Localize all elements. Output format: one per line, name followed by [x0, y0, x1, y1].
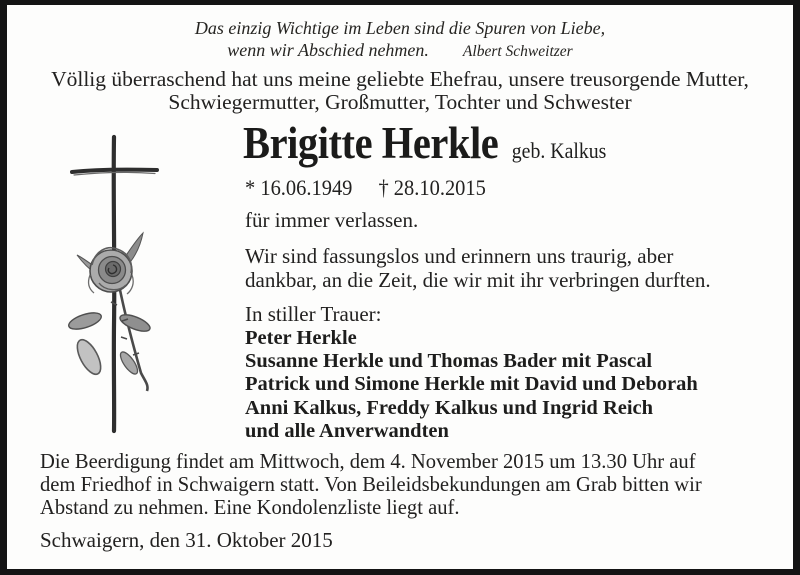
mourning-label: In stiller Trauer: — [245, 302, 382, 326]
deceased-name-row — [243, 117, 606, 169]
mourning-paragraph-line1: Wir sind fassungslos und erinnern uns traurig, aber — [245, 244, 674, 268]
cross-rose-icon — [59, 125, 179, 445]
mourners-list — [245, 327, 698, 443]
mourner-line: Patrick und Simone Herkle mit David und Deborah — [245, 373, 698, 396]
maiden-name: geb. Kalkus — [511, 138, 607, 163]
mourner-line: Susanne Herkle und Thomas Bader mit Pascal — [245, 350, 653, 373]
epigraph-line2 — [7, 39, 793, 63]
mourning-paragraph — [245, 245, 711, 292]
mourner-line: Peter Herkle — [245, 327, 357, 349]
epigraph-attribution: Albert Schweitzer — [462, 43, 573, 60]
intro-line2: Schwiegermutter, Großmutter, Tochter und Schwester — [168, 90, 632, 114]
birth-date: * 16.06.1949 — [245, 175, 353, 200]
farewell-line: für immer verlassen. — [245, 208, 419, 232]
obituary-page — [7, 5, 793, 569]
funeral-info — [40, 450, 702, 519]
mourner-line: und alle Anverwandten — [245, 419, 449, 442]
place-dateline: Schwaigern, den 31. Oktober 2015 — [40, 528, 333, 552]
deceased-name: Brigitte Herkle — [243, 118, 499, 168]
funeral-line1: Die Beerdigung findet am Mittwoch, dem 4. November 2015 um 13.30 Uhr auf — [40, 449, 696, 473]
epigraph-line2-text: wenn wir Abschied nehmen. — [227, 40, 429, 60]
life-dates — [245, 175, 486, 201]
mourner-line: Anni Kalkus, Freddy Kalkus und Ingrid Reich — [245, 396, 654, 419]
intro-paragraph — [7, 68, 793, 114]
epigraph-line1: Das einzig Wichtige im Leben sind die Spuren von Liebe, — [194, 18, 606, 38]
funeral-line3: Abstand zu nehmen. Eine Kondolenzliste liegt auf. — [40, 495, 460, 519]
epigraph — [7, 17, 793, 63]
funeral-line2: dem Friedhof in Schwaigern statt. Von Beileidsbekundungen am Grab bitten wir — [40, 472, 702, 496]
intro-line1: Völlig überraschend hat uns meine geliebte Ehefrau, unsere treusorgende Mutter, — [51, 67, 749, 91]
mourning-paragraph-line2: dankbar, an die Zeit, die wir mit ihr verbringen durften. — [245, 267, 711, 292]
death-date: † 28.10.2015 — [378, 175, 486, 200]
